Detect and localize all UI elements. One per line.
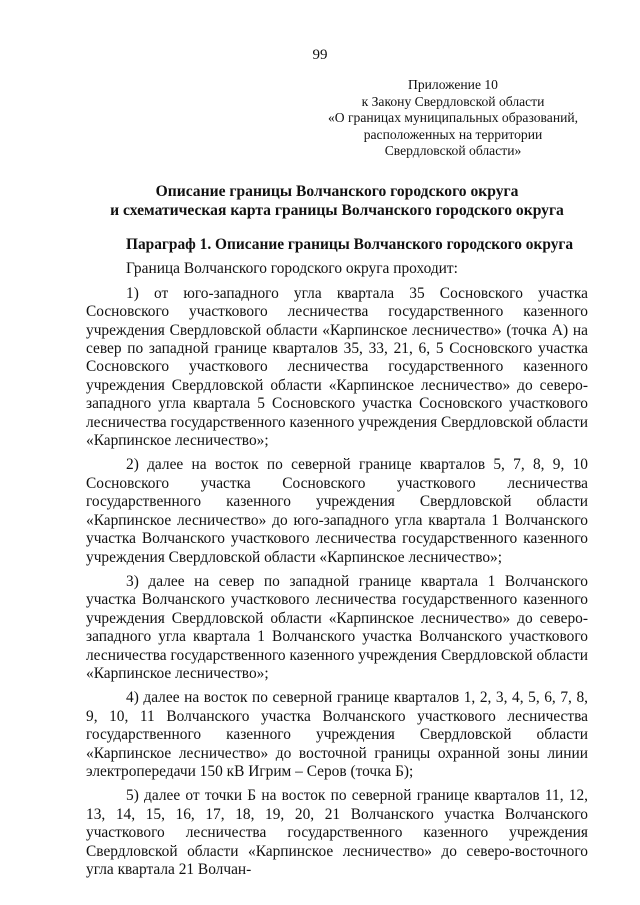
- section-intro: Граница Волчанского городского округа проходит:: [126, 260, 458, 278]
- boundary-paragraph-2: 2) далее на восток по северной границе кварталов 5, 7, 8, 9, 10 Сосновского участка Сосновского участкового лесничества государственного казенного учреждения Свердловской области «Карпинское лесничество» до юго-западного угла квартала 1 Волчанского участка Волчанского участкового лесничества государственного казенного учреждения Свердловской области «Карпинское лесничество»;: [86, 456, 588, 566]
- boundary-paragraph-4: 4) далее на восток по северной границе кварталов 1, 2, 3, 4, 5, 6, 7, 8, 9, 10, 11 Волчанского участка Волчанского участкового лесничества государственного казенного учреждения Свердловской области «Карпинское лесничество» до восточной границы охранной зоны линии электропередачи 150 кВ Игрим – Серов (точка Б);: [86, 689, 588, 780]
- boundary-paragraph-3: 3) далее на север по западной границе квартала 1 Волчанского участка Волчанского участкового лесничества государственного казенного учреждения Свердловской области «Карпинское лесничество» до северо-западного угла квартала 1 Волчанского участка Волчанского участкового лесничества государственного казенного учреждения Свердловской области «Карпинское лесничество»;: [86, 572, 588, 682]
- appendix-line: расположенных на территории: [363, 126, 543, 142]
- appendix-line: Свердловской области»: [384, 143, 522, 158]
- boundary-paragraph-1: 1) от юго-западного угла квартала 35 Сосновского участка Сосновского участкового лесничества государственного казенного учреждения Свердловской области «Карпинское лесничество» (точка А) на север по западной границе кварталов 35, 33, 21, 6, 5 Сосновского участка Сосновского участкового лесничества государственного казенного учреждения Свердловской области «Карпинское лесничество» до северо-западного угла квартала 5 Сосновского участка Сосновского участкового лесничества государственного казенного учреждения Свердловской области «Карпинское лесничество»;: [86, 284, 588, 450]
- appendix-line: к Закону Свердловской области: [361, 93, 545, 109]
- appendix-line: «О границах муниципальных образований,: [327, 110, 579, 125]
- appendix-line: Приложение 10: [408, 77, 498, 92]
- section-heading: Параграф 1. Описание границы Волчанского городского округа: [126, 236, 574, 253]
- appendix-block: [318, 77, 588, 160]
- document-body: [86, 236, 588, 885]
- page-number: 99: [312, 47, 328, 63]
- boundary-paragraph-5: 5) далее от точки Б на восток по северной границе кварталов 11, 12, 13, 14, 15, 16, 17, 18, 19, 20, 21 Волчанского участка Волчанского участкового лесничества государственного казенного учреждения Свердловской области «Карпинское лесничество» до северо-восточного угла квартала 21 Волчан-: [86, 787, 588, 878]
- document-title: [86, 182, 588, 220]
- title-line: и схематическая карта границы Волчанского городского округа: [110, 202, 564, 219]
- title-line: Описание границы Волчанского городского округа: [155, 183, 519, 200]
